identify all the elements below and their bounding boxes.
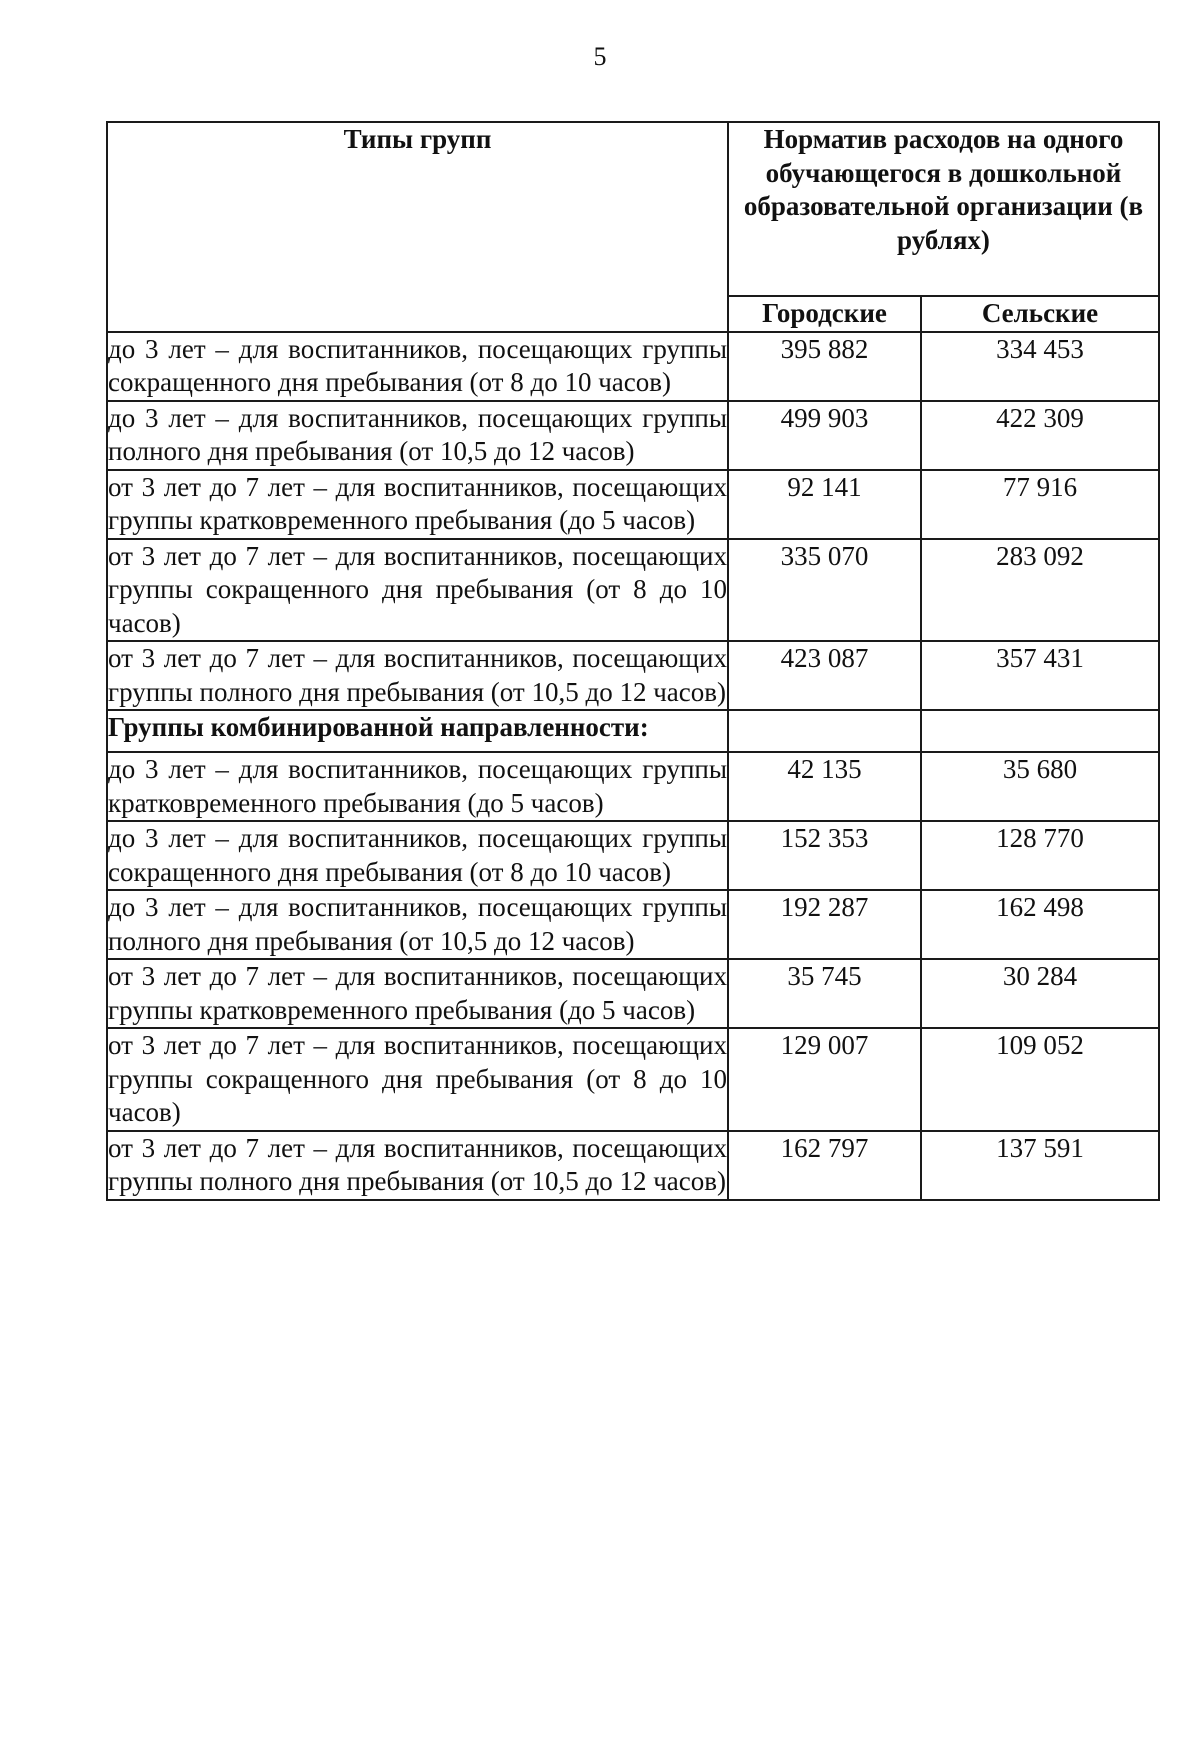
group-type-cell: до 3 лет – для воспитанников, посещающих группы полного дня пребывания (от 10,5 до 12 часов) <box>107 890 728 959</box>
table-row <box>107 890 1159 959</box>
rural-value-cell: 30 284 <box>921 959 1159 1028</box>
urban-value-cell: 129 007 <box>728 1028 921 1131</box>
urban-value-cell: 42 135 <box>728 752 921 821</box>
header-row <box>107 122 1159 296</box>
group-type-cell: до 3 лет – для воспитанников, посещающих группы полного дня пребывания (от 10,5 до 12 часов) <box>107 401 728 470</box>
group-type-cell: до 3 лет – для воспитанников, посещающих группы сокращенного дня пребывания (от 8 до 10 часов) <box>107 821 728 890</box>
group-type-cell: до 3 лет – для воспитанников, посещающих группы кратковременного пребывания (до 5 часов) <box>107 752 728 821</box>
table-row <box>107 1028 1159 1131</box>
group-type-cell: от 3 лет до 7 лет – для воспитанников, посещающих группы кратковременного пребывания (до 5 часов) <box>107 959 728 1028</box>
rural-header: Сельские <box>921 296 1159 332</box>
group-type-cell: от 3 лет до 7 лет – для воспитанников, посещающих группы сокращенного дня пребывания (от 8 до 10 часов) <box>107 1028 728 1131</box>
group-type-cell: до 3 лет – для воспитанников, посещающих группы сокращенного дня пребывания (от 8 до 10 часов) <box>107 332 728 401</box>
rural-value-cell: 137 591 <box>921 1131 1159 1200</box>
table-row <box>107 401 1159 470</box>
rural-value-cell: 109 052 <box>921 1028 1159 1131</box>
urban-header: Городские <box>728 296 921 332</box>
table-row <box>107 1131 1159 1200</box>
rural-value-cell: 128 770 <box>921 821 1159 890</box>
urban-value-cell: 35 745 <box>728 959 921 1028</box>
rural-value-cell: 35 680 <box>921 752 1159 821</box>
table-row <box>107 539 1159 642</box>
group-type-cell: от 3 лет до 7 лет – для воспитанников, посещающих группы кратковременного пребывания (до 5 часов) <box>107 470 728 539</box>
urban-value-cell: 335 070 <box>728 539 921 642</box>
group-type-cell: от 3 лет до 7 лет – для воспитанников, посещающих группы полного дня пребывания (от 10,5 до 12 часов) <box>107 641 728 710</box>
table-row <box>107 641 1159 710</box>
group-type-cell: от 3 лет до 7 лет – для воспитанников, посещающих группы сокращенного дня пребывания (от 8 до 10 часов) <box>107 539 728 642</box>
table-row <box>107 959 1159 1028</box>
table-row <box>107 470 1159 539</box>
urban-value-cell: 499 903 <box>728 401 921 470</box>
urban-value-cell <box>728 710 921 752</box>
rural-value-cell: 422 309 <box>921 401 1159 470</box>
rural-value-cell: 77 916 <box>921 470 1159 539</box>
rural-value-cell <box>921 710 1159 752</box>
urban-value-cell: 92 141 <box>728 470 921 539</box>
urban-value-cell: 162 797 <box>728 1131 921 1200</box>
group-types-header: Типы групп <box>107 122 728 332</box>
rural-value-cell: 283 092 <box>921 539 1159 642</box>
section-row <box>107 710 1159 752</box>
rural-value-cell: 357 431 <box>921 641 1159 710</box>
combined-groups-section-title: Группы комбинированной направленности: <box>107 710 728 752</box>
table-row <box>107 821 1159 890</box>
urban-value-cell: 152 353 <box>728 821 921 890</box>
expense-norm-header: Норматив расходов на одного обучающегося в дошкольной образовательной организации (в рублях) <box>728 122 1159 296</box>
rural-value-cell: 334 453 <box>921 332 1159 401</box>
group-type-cell: от 3 лет до 7 лет – для воспитанников, посещающих группы полного дня пребывания (от 10,5 до 12 часов) <box>107 1131 728 1200</box>
page-number: 5 <box>593 42 607 71</box>
urban-value-cell: 395 882 <box>728 332 921 401</box>
table-row <box>107 752 1159 821</box>
table-row <box>107 332 1159 401</box>
urban-value-cell: 192 287 <box>728 890 921 959</box>
norms-table <box>106 121 1160 1201</box>
rural-value-cell: 162 498 <box>921 890 1159 959</box>
urban-value-cell: 423 087 <box>728 641 921 710</box>
